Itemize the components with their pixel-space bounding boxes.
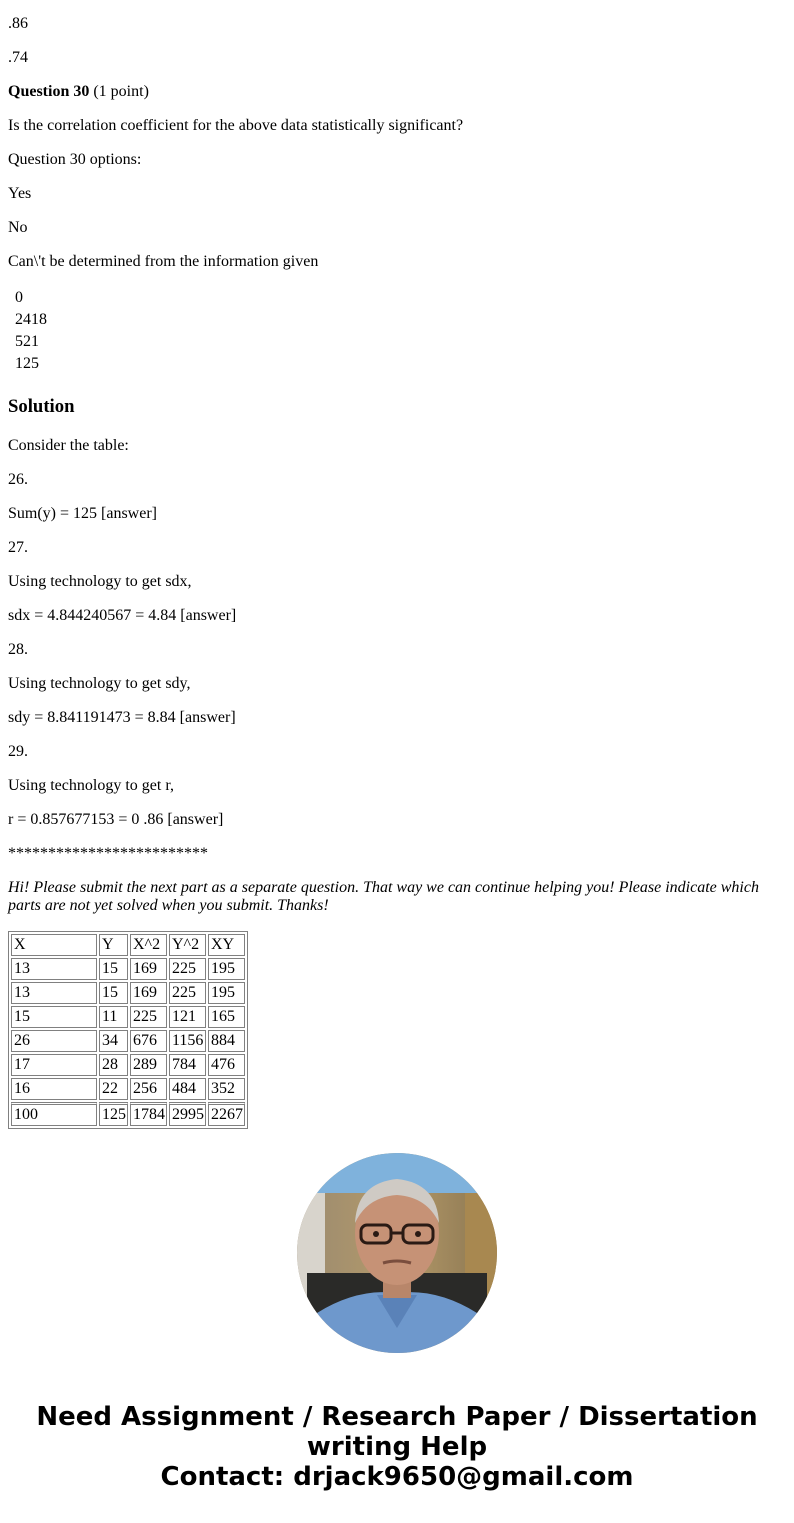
table-cell: 225 (169, 982, 206, 1004)
data-table (8, 931, 248, 1129)
question-title (8, 83, 149, 101)
total-cell: 100 (11, 1102, 97, 1126)
tutor-portrait-image (297, 1153, 497, 1353)
table-cell: 15 (99, 982, 128, 1004)
solution-line: Using technology to get sdy, (8, 675, 191, 692)
solution-line: Sum(y) = 125 [answer] (8, 505, 157, 522)
stray-values (15, 287, 47, 375)
option-cant-determine: Can\'t be determined from the information given (8, 253, 319, 270)
options-label: Question 30 options: (8, 151, 142, 168)
table-cell: 16 (11, 1078, 97, 1100)
table-row (11, 1078, 245, 1100)
table-cell: 169 (130, 982, 167, 1004)
table-cell: 476 (208, 1054, 245, 1076)
stray-value: 125 (15, 355, 39, 372)
question-number: Question 30 (8, 83, 90, 100)
table-cell: 11 (99, 1006, 128, 1028)
solution-line: 28. (8, 641, 28, 658)
stray-value: 0 (15, 289, 23, 306)
table-cell: 165 (208, 1006, 245, 1028)
solution-line: sdy = 8.841191473 = 8.84 [answer] (8, 709, 236, 726)
table-cell: 15 (11, 1006, 97, 1028)
table-cell: 13 (11, 982, 97, 1004)
header-cell: XY (208, 934, 245, 956)
table-totals-row (11, 1102, 245, 1126)
promo-contact: Contact: drjack9650@gmail.com (160, 1462, 634, 1492)
table-row (11, 1030, 245, 1052)
table-cell: 784 (169, 1054, 206, 1076)
table-cell: 26 (11, 1030, 97, 1052)
table-row (11, 958, 245, 980)
table-cell: 169 (130, 958, 167, 980)
promo-line: Need Assignment / Research Paper / Dissertation (36, 1402, 758, 1432)
header-cell: Y^2 (169, 934, 206, 956)
table-cell: 121 (169, 1006, 206, 1028)
stray-value: 521 (15, 333, 39, 350)
solution-line: r = 0.857677153 = 0 .86 [answer] (8, 811, 224, 828)
solution-line: Using technology to get sdx, (8, 573, 192, 590)
question-text: Is the correlation coefficient for the above data statistically significant? (8, 117, 464, 134)
separator-asterisks: ************************* (8, 845, 208, 862)
solution-line: 27. (8, 539, 28, 556)
table-cell: 17 (11, 1054, 97, 1076)
help-note: Hi! Please submit the next part as a separate question. That way we can continue helping you! Please indicate which parts are not yet solved when you submit. Thanks! (8, 879, 759, 914)
table-cell: 225 (169, 958, 206, 980)
total-cell: 2995 (169, 1102, 206, 1126)
promo-banner (0, 1402, 794, 1492)
total-cell: 125 (99, 1102, 128, 1126)
stray-value: 2418 (15, 311, 47, 328)
table-cell: 352 (208, 1078, 245, 1100)
table-header-row (11, 934, 245, 956)
header-cell: X (11, 934, 97, 956)
solution-line: 26. (8, 471, 28, 488)
promo-line: writing Help (306, 1432, 488, 1462)
option-yes: Yes (8, 185, 32, 202)
total-cell: 1784 (130, 1102, 167, 1126)
total-cell: 2267 (208, 1102, 245, 1126)
table-row (11, 982, 245, 1004)
solution-heading: Solution (8, 396, 75, 417)
table-row (11, 1054, 245, 1076)
table-cell: 195 (208, 958, 245, 980)
table-cell: 225 (130, 1006, 167, 1028)
table-cell: 15 (99, 958, 128, 980)
table-cell: 28 (99, 1054, 128, 1076)
table-cell: 884 (208, 1030, 245, 1052)
table-cell: 289 (130, 1054, 167, 1076)
solution-line: Using technology to get r, (8, 777, 174, 794)
previous-option-86: .86 (8, 15, 28, 32)
table-row (11, 1006, 245, 1028)
solution-line: 29. (8, 743, 28, 760)
table-cell: 34 (99, 1030, 128, 1052)
header-cell: Y (99, 934, 128, 956)
table-cell: 22 (99, 1078, 128, 1100)
table-cell: 1156 (169, 1030, 206, 1052)
table-cell: 195 (208, 982, 245, 1004)
option-no: No (8, 219, 28, 236)
solution-line: sdx = 4.844240567 = 4.84 [answer] (8, 607, 237, 624)
tutor-avatar (297, 1153, 497, 1353)
table-cell: 13 (11, 958, 97, 980)
header-cell: X^2 (130, 934, 167, 956)
table-cell: 676 (130, 1030, 167, 1052)
solution-intro: Consider the table: (8, 437, 129, 454)
table-cell: 484 (169, 1078, 206, 1100)
question-points: (1 point) (93, 83, 149, 100)
table-cell: 256 (130, 1078, 167, 1100)
previous-option-74: .74 (8, 49, 28, 66)
